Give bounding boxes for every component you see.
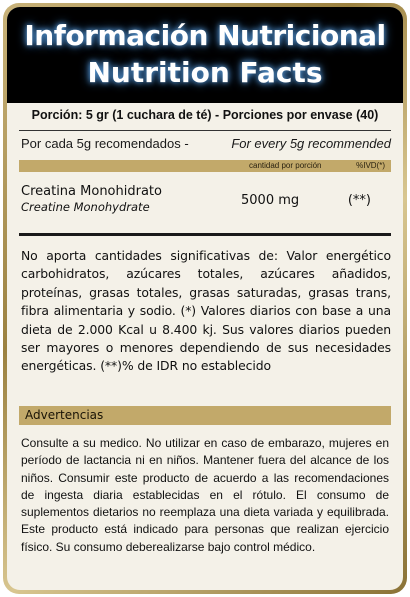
idr-column-header: %IVD(*) [356, 161, 385, 170]
per-serving-row [21, 136, 391, 151]
column-header-bar [19, 160, 391, 172]
warnings-text: Consulte a su medico. No utilizar en caso de embarazo, mujeres en período de lactancia ni en niños. Mantener fuera del alcance de los niños. Consumir este producto de acuerdo a las recomendaciones de ingesta diaria establecidas en el rótulo. El consumo de suplementos dietarios no reemplaza una dieta variada y equilibrada. Este producto está indicado para personas que realizan ejercicio físico. Su consumo deberealizarse bajo control médico. [21, 436, 389, 554]
title-spanish: Información Nutricional [24, 19, 386, 52]
per-serving-spanish: Por cada 5g recomendados - [21, 136, 189, 151]
ingredient-row [21, 184, 391, 215]
ingredient-amount: 5000 mg [241, 193, 300, 208]
disclaimer-text: No aporta cantidades significativas de: Valor energético carbohidratos, azúcares totales, azúcares añadidos, proteínas, grasas totales, grasas saturadas, grasas trans, fibra alimentaria y sodio. (*) Valores diarios con base a una dieta de 2.000 Kcal u 8.400 kj. Sus valores diarios pueden ser mayores o menores dependiendo de sus necesidades energéticas. (**)% de IDR no establecido [21, 248, 391, 374]
per-serving-english: For every 5g recommended [231, 136, 391, 151]
warnings-header: Advertencias [19, 406, 391, 425]
amount-column-header: cantidad por porción [249, 161, 322, 170]
ingredient-name-spanish: Creatina Monohidrato [21, 184, 162, 199]
label-frame [3, 3, 407, 594]
serving-size: Porción: 5 gr (1 cuchara de té) - Porciones por envase (40) [31, 108, 379, 122]
nutrition-panel [7, 7, 403, 590]
ingredient-name-english: Creatine Monohydrate [21, 200, 150, 214]
title-english: Nutrition Facts [87, 56, 323, 89]
ingredient-idr: (**) [347, 193, 371, 208]
divider [19, 130, 391, 131]
title-header [7, 7, 403, 103]
section-divider [19, 233, 391, 236]
